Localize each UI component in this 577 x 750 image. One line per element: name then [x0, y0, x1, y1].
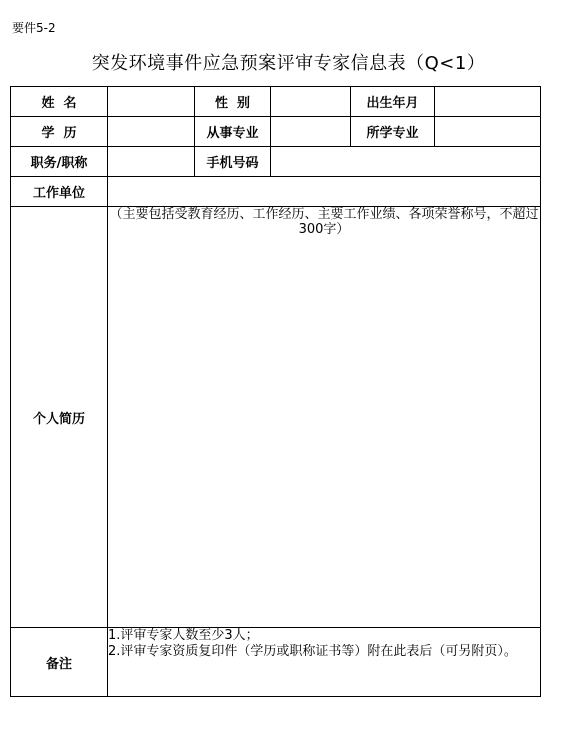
- major-label: 所学专业: [351, 117, 435, 147]
- birth-field[interactable]: [435, 87, 541, 117]
- name-field[interactable]: [108, 87, 195, 117]
- remarks-label: 备注: [11, 628, 108, 697]
- resume-field[interactable]: [108, 207, 541, 628]
- annex-label: 要件5-2: [12, 21, 56, 35]
- education-label: 学 历: [11, 117, 108, 147]
- phone-field[interactable]: [271, 147, 541, 177]
- name-label: 姓 名: [11, 87, 108, 117]
- major-field[interactable]: [435, 117, 541, 147]
- position-field[interactable]: [108, 147, 195, 177]
- expert-info-form: [10, 86, 541, 697]
- gender-field[interactable]: [271, 87, 351, 117]
- occupation-field[interactable]: [271, 117, 351, 147]
- birth-label: 出生年月: [351, 87, 435, 117]
- form-title: 突发环境事件应急预案评审专家信息表（Q<1）: [91, 53, 486, 74]
- workplace-field[interactable]: [108, 177, 541, 207]
- resume-label: 个人简历: [11, 207, 108, 628]
- remarks-item-1: 1.评审专家人数至少3人；: [108, 628, 259, 643]
- position-label: 职务/职称: [11, 147, 108, 177]
- resume-hint: （主要包括受教育经历、工作经历、主要工作业绩、各项荣誉称号，不超过300字）: [109, 207, 539, 237]
- occupation-label: 从事专业: [195, 117, 271, 147]
- phone-label: 手机号码: [195, 147, 271, 177]
- remarks-item-2: 2.评审专家资质复印件（学历或职称证书等）附在此表后（可另附页）。: [108, 644, 517, 659]
- workplace-label: 工作单位: [11, 177, 108, 207]
- remarks-field[interactable]: [108, 628, 541, 697]
- gender-label: 性 别: [195, 87, 271, 117]
- education-field[interactable]: [108, 117, 195, 147]
